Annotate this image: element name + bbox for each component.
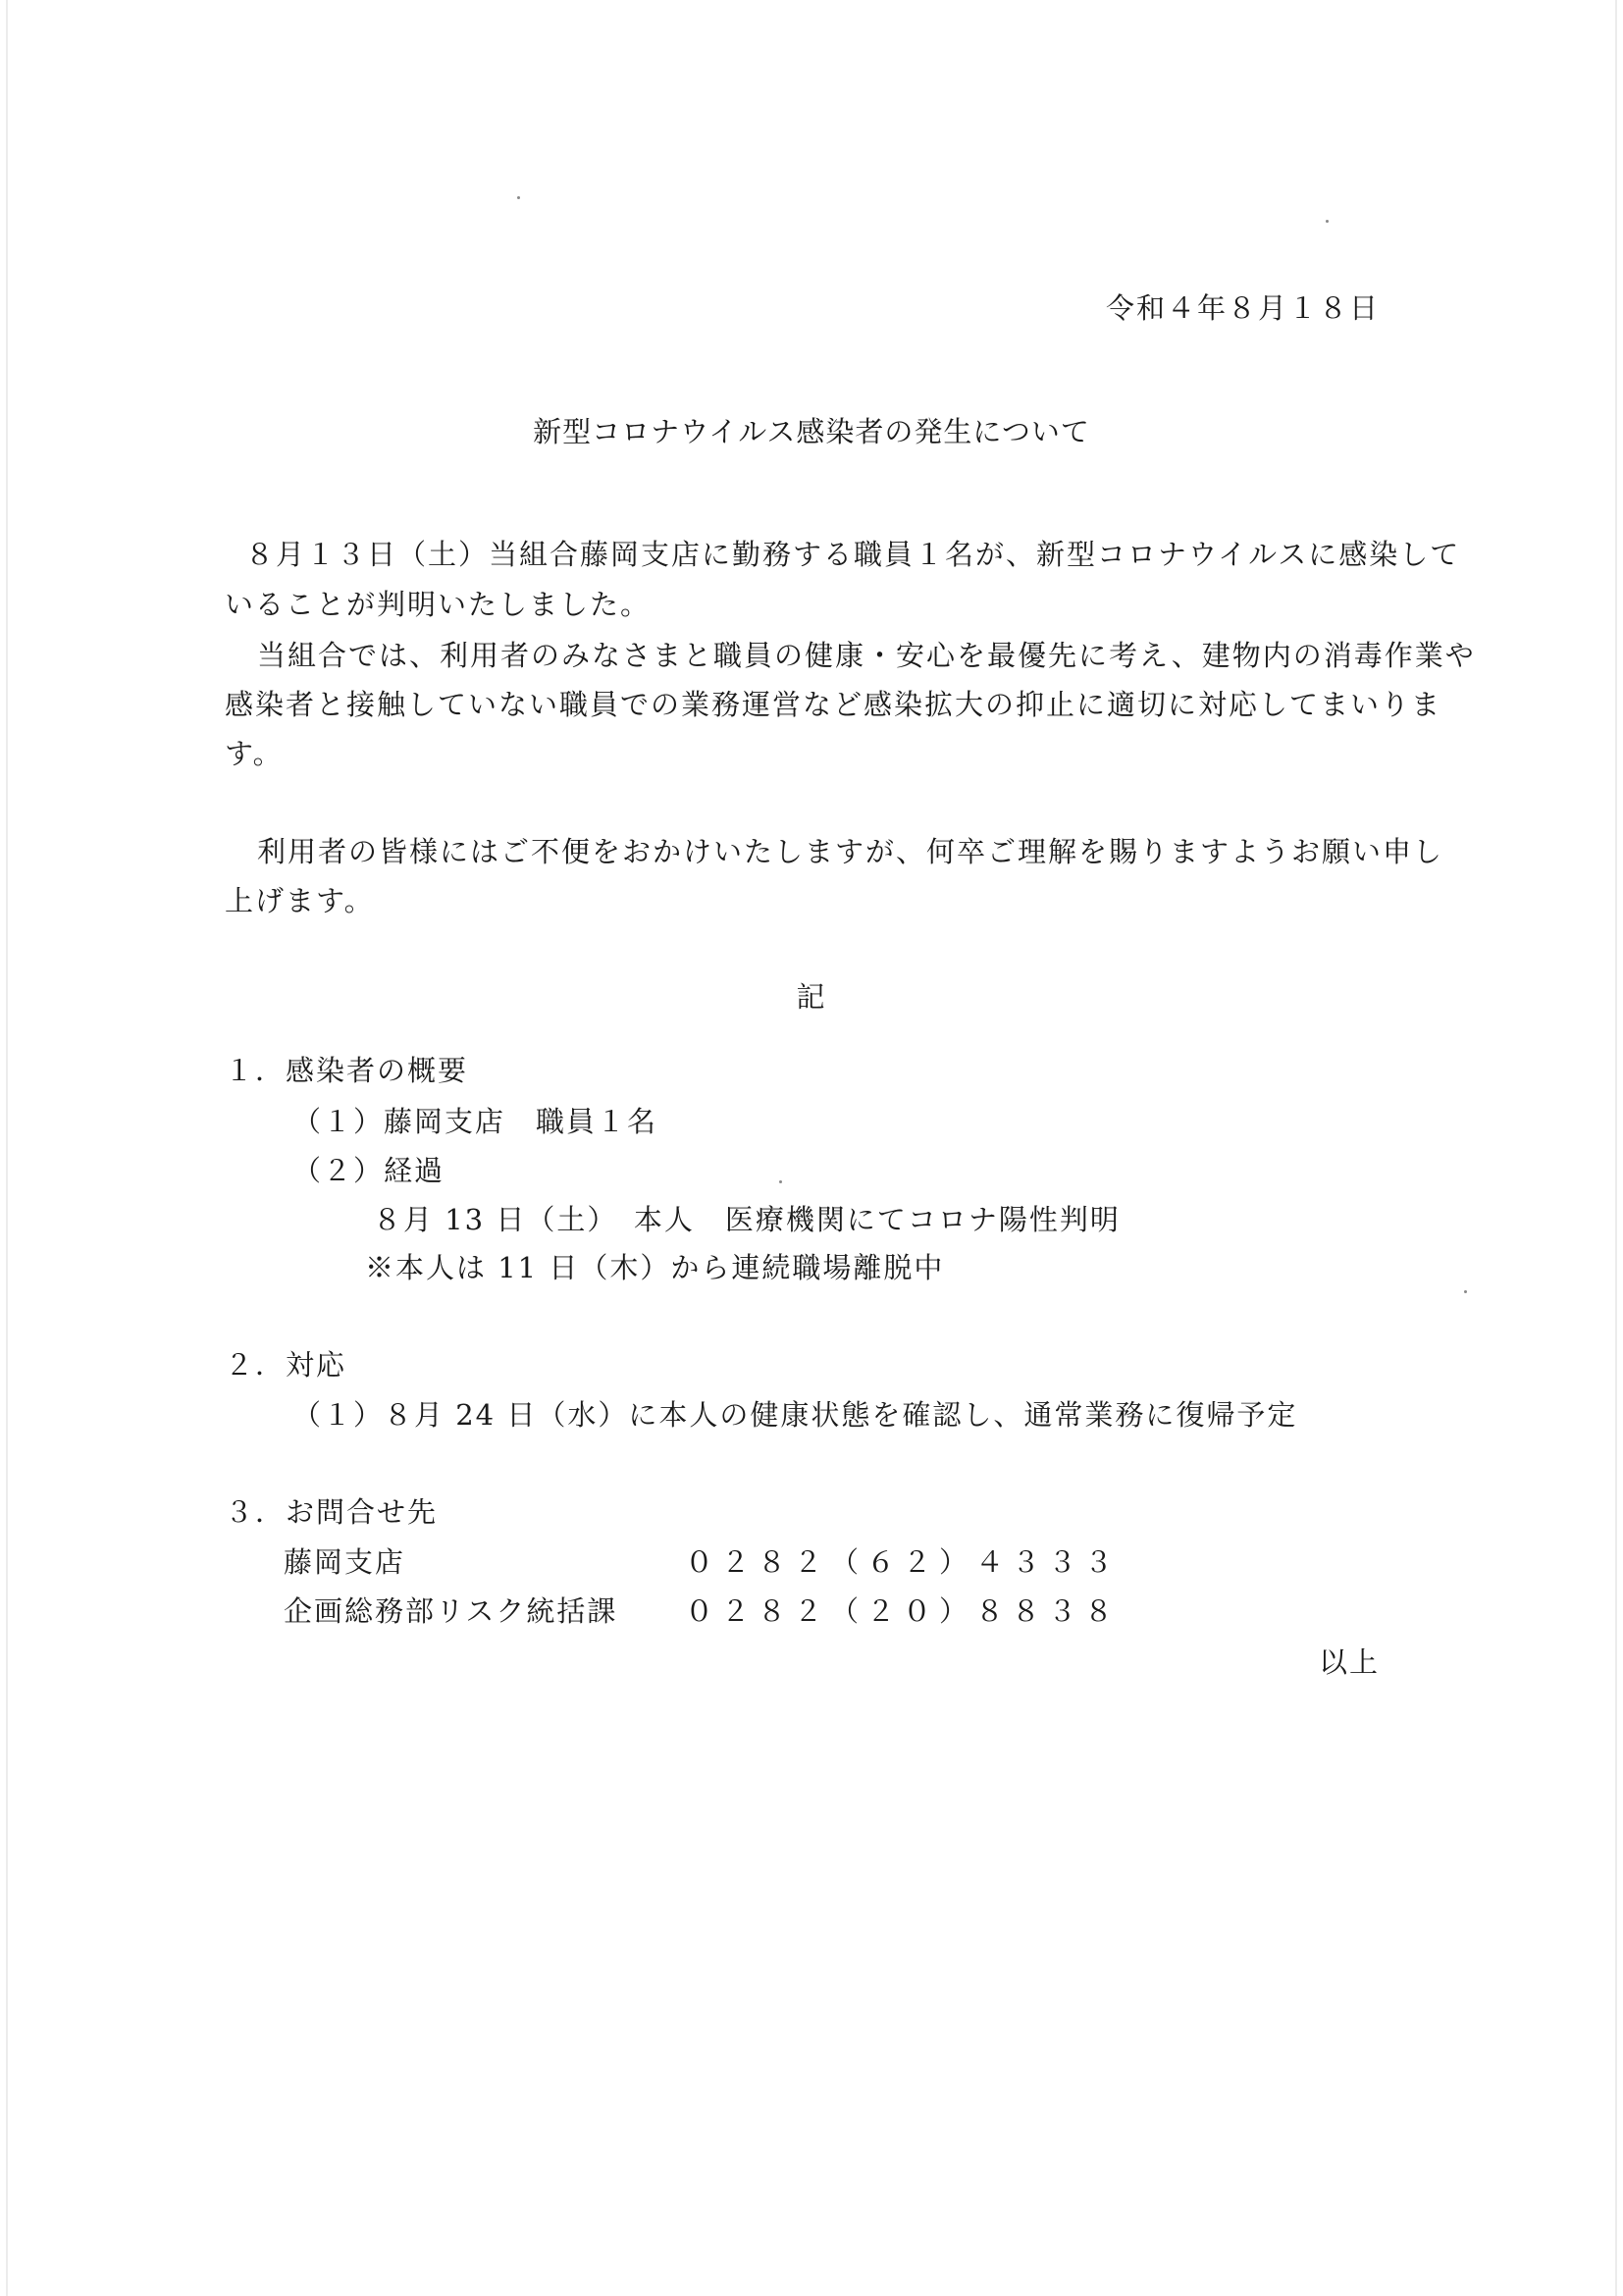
body-paragraph-2-line-1: 当組合では、利用者のみなさまと職員の健康・安心を最優先に考え、建物内の消毒作業や [257, 639, 1476, 672]
section-1-detail-2: ※本人は 11 日（木）から連続職場離脱中 [365, 1251, 945, 1284]
body-paragraph-2-line-2: 感染者と接触していない職員での業務運営など感染拡大の抑止に適切に対応してまいりま [225, 688, 1442, 721]
section-2-heading: ２．対応 [225, 1348, 347, 1382]
document-title: 新型コロナウイルス感染者の発生について [533, 415, 1090, 448]
contact-phone: ０２８２（６２）４３３３ [685, 1545, 1122, 1579]
section-3-heading: ３．お問合せ先 [225, 1495, 439, 1529]
section-1-detail-1: ８月 13 日（土） 本人 医療機関にてコロナ陽性判明 [373, 1203, 1121, 1236]
body-paragraph-1-line-1: ８月１３日（土）当組合藤岡支店に勤務する職員１名が、新型コロナウイルスに感染して [245, 538, 1461, 571]
scan-edge-right [1615, 0, 1617, 2296]
body-paragraph-1-line-2: いることが判明いたしました。 [225, 588, 652, 621]
scan-speck [779, 1180, 782, 1183]
ki-marker: 記 [796, 980, 827, 1014]
body-paragraph-3-line-1: 利用者の皆様にはご不便をおかけいたしますが、何卒ご理解を賜りますようお願い申し [257, 835, 1444, 868]
scan-speck [1464, 1290, 1467, 1293]
contact-phone: ０２８２（２０）８８３８ [685, 1594, 1122, 1628]
contact-name: 企画総務部リスク統括課 [284, 1594, 618, 1628]
scan-speck [517, 196, 520, 199]
body-paragraph-3-line-2: 上げます。 [225, 884, 375, 917]
section-1-item-1: （１）藤岡支店 職員１名 [292, 1105, 658, 1138]
body-paragraph-2-line-3: す。 [225, 737, 284, 770]
scan-edge-left [6, 0, 8, 2296]
closing-remark: 以上 [1318, 1645, 1380, 1679]
scan-speck [1326, 220, 1329, 223]
section-1-heading: １．感染者の概要 [225, 1054, 469, 1087]
document-date: 令和４年８月１８日 [1105, 291, 1380, 325]
section-2-item-1: （１）８月 24 日（水）に本人の健康状態を確認し、通常業務に復帰予定 [292, 1398, 1298, 1432]
contact-name: 藤岡支店 [284, 1545, 406, 1579]
section-1-item-2: （２）経過 [292, 1154, 445, 1187]
